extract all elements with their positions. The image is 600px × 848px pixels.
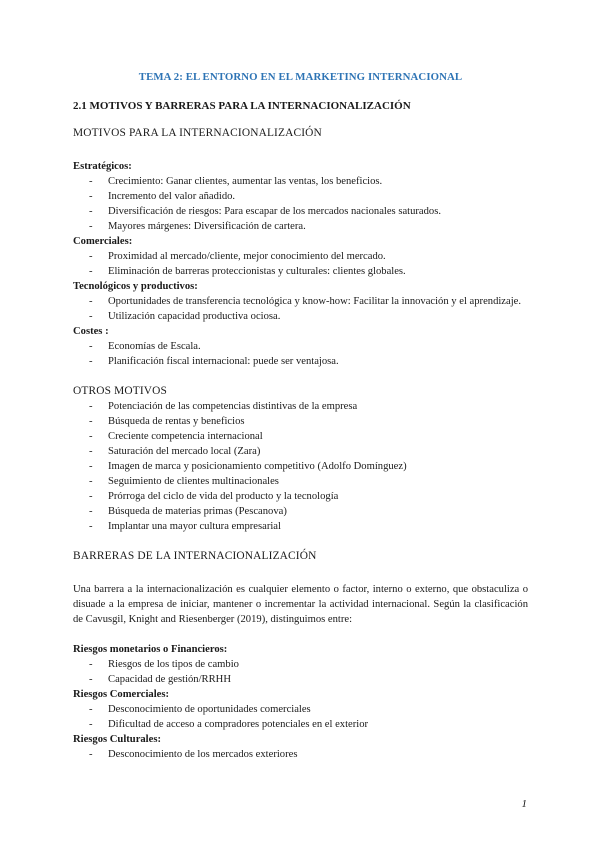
list-item: - Planificación fiscal internacional: puede ser ventajosa. <box>73 354 528 369</box>
list-item: - Imagen de marca y posicionamiento competitivo (Adolfo Domínguez) <box>73 459 528 474</box>
group-title: Tecnológicos y productivos: <box>73 281 198 292</box>
document-title: TEMA 2: EL ENTORNO EN EL MARKETING INTERNACIONAL <box>138 71 463 83</box>
list-item: - Saturación del mercado local (Zara) <box>73 444 528 459</box>
list-item: - Creciente competencia internacional <box>73 429 528 444</box>
list-item: - Mayores márgenes: Diversificación de cartera. <box>73 219 528 234</box>
motivos-heading: MOTIVOS PARA LA INTERNACIONALIZACIÓN <box>73 127 322 139</box>
group-title: Riesgos Comerciales: <box>73 689 170 700</box>
bullet-list <box>73 702 528 732</box>
list-item: - Búsqueda de rentas y beneficios <box>73 414 528 429</box>
motivos-group-costes <box>73 324 528 369</box>
list-item: - Capacidad de gestión/RRHH <box>73 672 528 687</box>
bullet-list <box>73 294 528 324</box>
bullet-list <box>73 657 528 687</box>
list-item: - Incremento del valor añadido. <box>73 189 528 204</box>
list-item: - Prórroga del ciclo de vida del producto y la tecnología <box>73 489 528 504</box>
group-title: Riesgos Culturales: <box>73 734 161 745</box>
list-item: - Utilización capacidad productiva ociosa. <box>73 309 528 324</box>
motivos-group-tecnologicos <box>73 279 528 324</box>
page-number: 1 <box>521 798 527 810</box>
barreras-group-comerciales <box>73 687 528 732</box>
group-title: Estratégicos: <box>73 161 132 172</box>
otros-heading: OTROS MOTIVOS <box>73 385 168 397</box>
list-item: - Búsqueda de materias primas (Pescanova) <box>73 504 528 519</box>
bullet-list <box>73 339 528 369</box>
group-title: Costes : <box>73 326 109 337</box>
motivos-group-estrategicos <box>73 159 528 234</box>
list-item: - Crecimiento: Ganar clientes, aumentar las ventas, los beneficios. <box>73 174 528 189</box>
list-item: - Desconocimiento de oportunidades comerciales <box>73 702 528 717</box>
bullet-list <box>73 747 528 762</box>
list-item: - Implantar una mayor cultura empresarial <box>73 519 528 534</box>
list-item: - Diversificación de riesgos: Para escapar de los mercados nacionales saturados. <box>73 204 528 219</box>
group-title: Comerciales: <box>73 236 133 247</box>
list-item: - Oportunidades de transferencia tecnológica y know-how: Facilitar la innovación y el aprendizaje. <box>73 294 528 309</box>
barreras-group-financieros <box>73 642 528 687</box>
list-item: - Seguimiento de clientes multinacionales <box>73 474 528 489</box>
list-item: - Dificultad de acceso a compradores potenciales en el exterior <box>73 717 528 732</box>
motivos-group-comerciales <box>73 234 528 279</box>
group-title: Riesgos monetarios o Financieros: <box>73 644 228 655</box>
list-item: - Proximidad al mercado/cliente, mejor conocimiento del mercado. <box>73 249 528 264</box>
list-item: - Economías de Escala. <box>73 339 528 354</box>
barreras-heading: BARRERAS DE LA INTERNACIONALIZACIÓN <box>73 550 317 562</box>
otros-list <box>73 399 528 534</box>
list-item: - Potenciación de las competencias distintivas de la empresa <box>73 399 528 414</box>
section-heading: 2.1 MOTIVOS Y BARRERAS PARA LA INTERNACIONALIZACIÓN <box>73 100 411 112</box>
bullet-list <box>73 174 528 234</box>
list-item: - Riesgos de los tipos de cambio <box>73 657 528 672</box>
bullet-list <box>73 249 528 279</box>
list-item: - Eliminación de barreras proteccionistas y culturales: clientes globales. <box>73 264 528 279</box>
barreras-group-culturales <box>73 732 528 762</box>
document-page <box>73 70 528 762</box>
barreras-intro: Una barrera a la internacionalización es cualquier elemento o factor, interno o externo, que obstaculiza o disuade a la empresa de iniciar, mantener o incrementar la actividad internacional. Según la clasificación de Cavusgil, Knight and Riesenberger (2019), distinguimos entre: <box>73 584 528 625</box>
list-item: - Desconocimiento de los mercados exteriores <box>73 747 528 762</box>
